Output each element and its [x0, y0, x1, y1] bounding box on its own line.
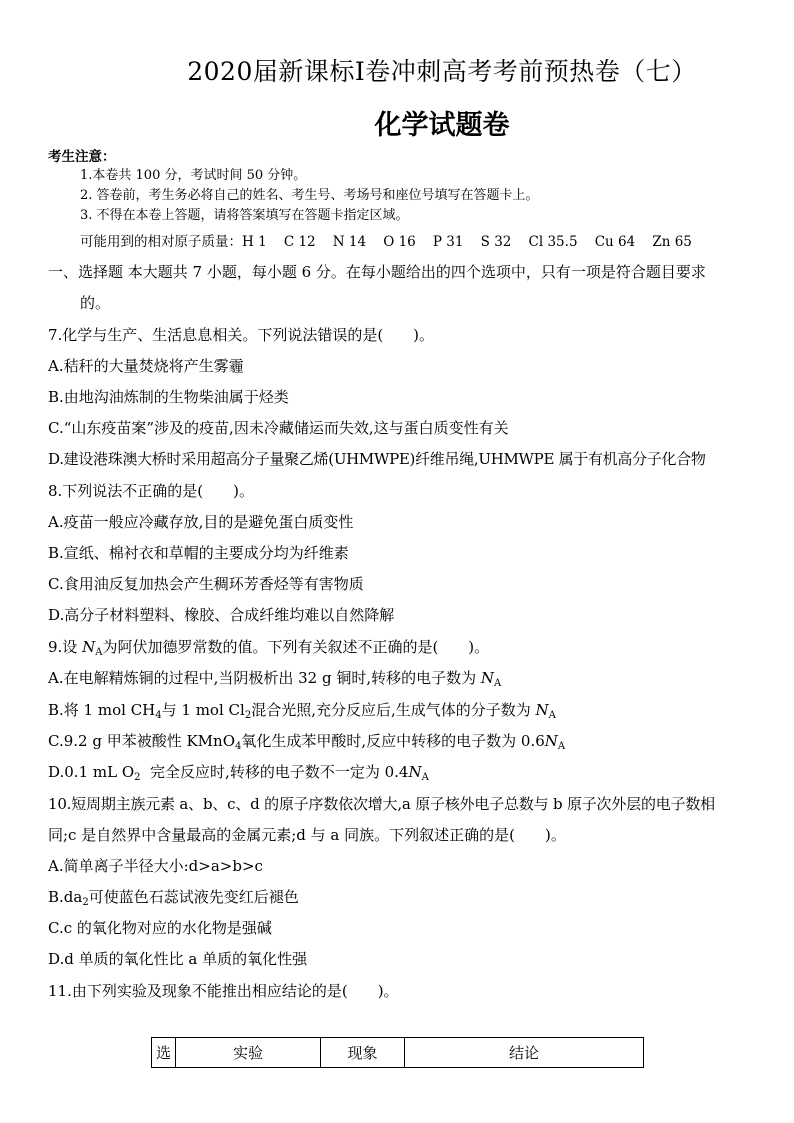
subscript: 2 [82, 897, 89, 908]
q7-option-a: A.秸秆的大量焚烧将产生雾霾 [48, 357, 244, 375]
question-8-stem: 8.下列说法不正确的是( )。 [48, 482, 255, 500]
section-heading: 一、选择题 本大题共 7 小题，每小题 6 分。在每小题给出的四个选项中，只有一项是符合题目要求 [48, 263, 706, 281]
na-symbol: N [535, 701, 549, 719]
q10-option-b-text: 可使蓝色石蕊试液先变红后褪色 [88, 888, 299, 906]
q7-option-c: C.“山东疫苗案”涉及的疫苗,因未冷藏储运而失效,这与蛋白质变性有关 [48, 419, 509, 437]
q10-option-b [48, 887, 299, 907]
q8-option-d: D.高分子材料塑料、橡胶、合成纤维均难以自然降解 [48, 606, 395, 624]
notice-item: 1.本卷共 100 分，考试时间 50 分钟。 [80, 168, 307, 183]
q9-option-d-text: 完全反应时,转移的电子数不一定为 0.4 [140, 763, 409, 781]
section-heading-cont: 的。 [80, 294, 111, 312]
q8-option-a: A.疫苗一般应冷藏存放,目的是避免蛋白质变性 [48, 513, 354, 531]
q11-table-header [151, 1037, 644, 1068]
q10-option-a: A.简单离子半径大小:d>a>b>c [48, 857, 263, 875]
q9-option-c-text: C.9.2 g 甲苯被酸性 KMnO [48, 732, 235, 750]
table-header-experiment: 实验 [176, 1038, 321, 1067]
question-10-stem-cont: 同;c 是自然界中含量最高的金属元素;d 与 a 同族。下列叙述正确的是( )。 [48, 826, 566, 844]
q9-option-a [48, 668, 501, 688]
q9-option-a-text: A.在电解精炼铜的过程中,当阴极析出 32 g 铜时,转移的电子数为 [48, 669, 481, 687]
subject-title: 化学试题卷 [374, 110, 510, 141]
question-11-stem: 11.由下列实验及现象不能推出相应结论的是( )。 [48, 982, 399, 1000]
na-symbol: N [408, 763, 422, 781]
q8-option-b: B.宣纸、棉衬衣和草帽的主要成分均为纤维素 [48, 544, 349, 562]
q9-option-c-text: 氧化生成苯甲酸时,反应中转移的电子数为 0.6 [241, 732, 545, 750]
question-10-stem: 10.短周期主族元素 a、b、c、d 的原子序数依次增大,a 原子核外电子总数与 b 原子次外层的电子数相 [48, 795, 715, 813]
question-7-stem: 7.化学与生产、生活息息相关。下列说法错误的是( )。 [48, 326, 435, 344]
subscript: 4 [235, 741, 242, 752]
q7-option-b: B.由地沟油炼制的生物柴油属于烃类 [48, 388, 289, 406]
na-subscript: A [95, 647, 103, 658]
na-subscript: A [421, 772, 429, 783]
table-header-conclusion: 结论 [508, 1044, 539, 1062]
atomic-masses: 可能用到的相对原子质量：H 1 C 12 N 14 O 16 P 31 S 32 Cl 35.5 Cu 64 Zn 65 [80, 234, 692, 250]
q9-option-d-text: D.0.1 mL O [48, 763, 135, 781]
table-header-phenomenon: 现象 [321, 1038, 405, 1067]
exam-title: 2020届新课标Ⅰ卷冲刺高考考前预热卷（七） [187, 57, 697, 86]
q9-option-b [48, 700, 556, 720]
q8-option-c: C.食用油反复加热会产生稠环芳香烃等有害物质 [48, 575, 364, 593]
na-symbol: N [480, 669, 495, 687]
q9-option-b-text: B.将 1 mol CH [48, 701, 156, 719]
notice-heading: 考生注意： [48, 149, 116, 165]
q9-option-d [48, 762, 429, 782]
question-9-stem [48, 637, 489, 657]
table-header-option: 选 [152, 1038, 176, 1067]
q9-option-b-text: 混合光照,充分反应后,生成气体的分子数为 [251, 701, 536, 719]
na-subscript: A [557, 741, 566, 752]
q10-option-d: D.d 单质的氧化性比 a 单质的氧化性强 [48, 950, 308, 968]
q10-option-c: C.c 的氧化物对应的水化物是强碱 [48, 919, 272, 937]
q9-option-b-text: 与 1 mol Cl [161, 701, 245, 719]
q9-option-c [48, 731, 565, 751]
na-subscript: A [494, 678, 502, 689]
q10-option-b-text: B.da [48, 888, 83, 906]
subscript: 2 [244, 710, 252, 721]
notice-item: 3. 不得在本卷上答题，请将答案填写在答题卡指定区域。 [80, 208, 409, 223]
q9-stem-part: 9.设 [48, 638, 83, 656]
subscript: 2 [134, 772, 141, 783]
na-symbol: N [82, 638, 96, 656]
notice-item: 2. 答卷前，考生务必将自己的姓名、考生号、考场号和座位号填写在答题卡上。 [80, 188, 539, 203]
subscript: 4 [155, 710, 162, 721]
na-symbol: N [544, 732, 558, 750]
na-subscript: A [548, 710, 556, 721]
q7-option-d: D.建设港珠澳大桥时采用超高分子量聚乙烯(UHMWPE)纤维吊绳,UHMWPE 属于有机高分子化合物 [48, 450, 706, 468]
q9-stem-part: 为阿伏加德罗常数的值。下列有关叙述不正确的是( )。 [102, 638, 490, 656]
